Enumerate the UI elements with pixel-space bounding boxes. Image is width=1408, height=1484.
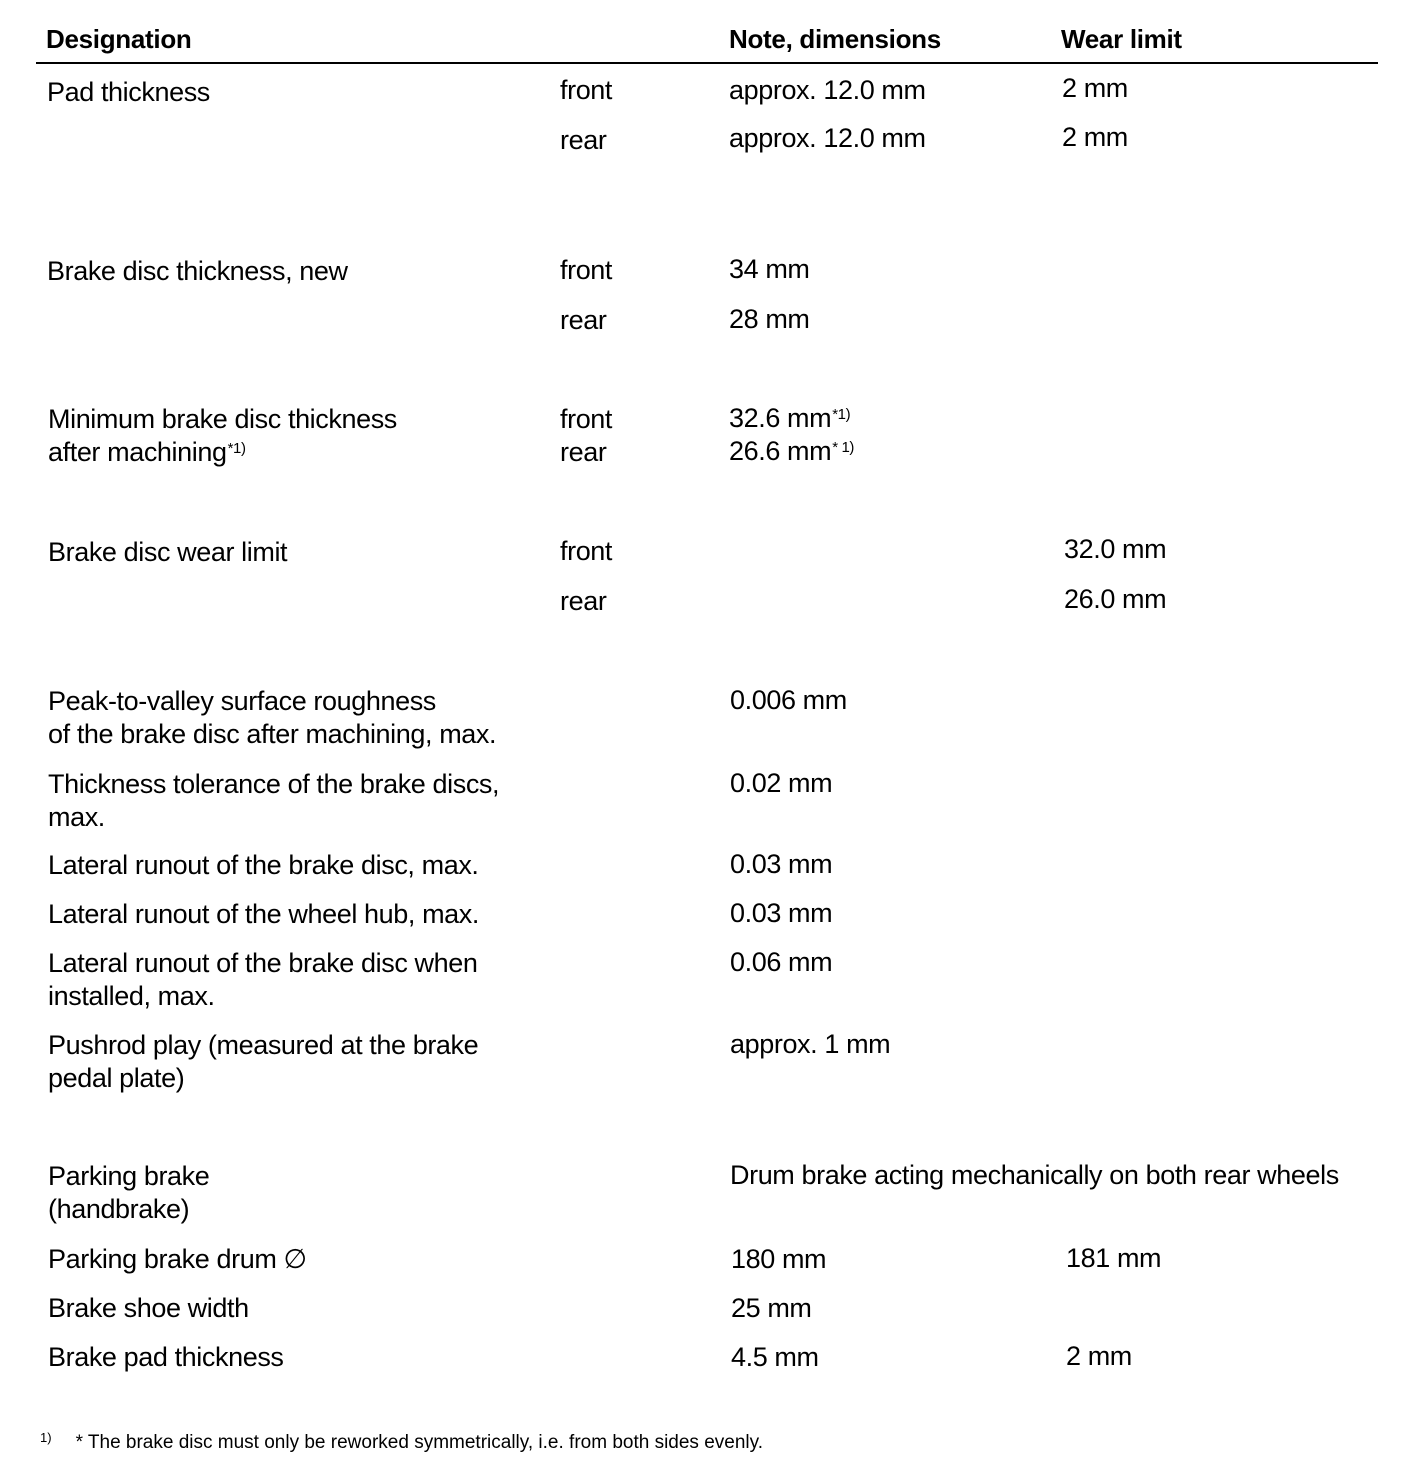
- drum-note: 180 mm: [731, 1244, 827, 1274]
- tolerance-label-line2: max.: [48, 802, 105, 832]
- disc-wear-front-wear: 32.0 mm: [1064, 534, 1167, 564]
- drum-wear: 181 mm: [1066, 1243, 1162, 1273]
- footnote-text: * The brake disc must only be reworked symmetrically, i.e. from both sides evenly.: [75, 1432, 763, 1453]
- disc-wear-rear: rear: [560, 586, 607, 616]
- brake-pad-label: Brake pad thickness: [48, 1342, 284, 1372]
- disc-new-rear-note: 28 mm: [729, 304, 810, 334]
- disc-min-rear-note: 26.6 $mm^{* 1)}$: [729, 436, 854, 466]
- disc-min-rear: rear: [560, 437, 607, 467]
- header-wear-limit: Wear limit: [1061, 24, 1182, 54]
- disc-wear-rear-wear: 26.0 mm: [1064, 584, 1167, 614]
- disc-min-rear-footnote-mark: * 1): [832, 439, 854, 456]
- pad-thickness-label: Pad thickness: [47, 77, 210, 107]
- disc-wear-front: front: [560, 536, 613, 566]
- header-designation: Designation: [46, 24, 192, 54]
- pad-thickness-front: front: [560, 75, 613, 105]
- parking-note: Drum brake acting mechanically on both rear wheels: [730, 1160, 1339, 1190]
- tolerance-note: 0.02 mm: [730, 768, 833, 798]
- runout-hub-label: Lateral runout of the wheel hub, max.: [48, 899, 479, 929]
- runout-hub-note: 0.03 mm: [730, 898, 833, 928]
- disc-min-front: front: [560, 404, 613, 434]
- disc-new-rear: rear: [560, 305, 607, 335]
- pad-thickness-front-note: approx. 12.0 mm: [729, 75, 926, 105]
- pad-thickness-rear-wear: 2 mm: [1062, 122, 1128, 152]
- disc-min-front-note: 32.6 $mm^{*1)}$: [729, 403, 851, 433]
- disc-wear-label: Brake disc wear limit: [48, 537, 288, 567]
- runout-installed-note: 0.06 mm: [730, 947, 833, 977]
- disc-min-front-footnote-mark: *1): [832, 406, 851, 423]
- disc-new-front: front: [560, 255, 613, 285]
- brake-pad-wear: 2 mm: [1066, 1341, 1132, 1371]
- pushrod-note: approx. 1 mm: [730, 1029, 891, 1059]
- parking-label-line1: Parking brake: [48, 1161, 210, 1191]
- runout-disc-note: 0.03 mm: [730, 849, 833, 879]
- runout-installed-label-line2: installed, max.: [48, 981, 215, 1011]
- pushrod-label-line2: pedal plate): [48, 1063, 185, 1093]
- disc-min-label-line2: after machining$^{*1)}$: [48, 437, 246, 467]
- brake-pad-note: 4.5 mm: [731, 1342, 819, 1372]
- disc-min-label-footnote-mark: *1): [227, 440, 246, 457]
- drum-label: Parking brake drum ∅: [48, 1244, 307, 1274]
- disc-new-label: Brake disc thickness, new: [47, 256, 348, 286]
- roughness-label-line2: of the brake disc after machining, max.: [48, 719, 497, 749]
- pad-thickness-rear-note: approx. 12.0 mm: [729, 123, 926, 153]
- pushrod-label-line1: Pushrod play (measured at the brake: [48, 1030, 479, 1060]
- pad-thickness-front-wear: 2 mm: [1062, 73, 1128, 103]
- runout-installed-label-line1: Lateral runout of the brake disc when: [48, 948, 478, 978]
- roughness-label-line1: Peak-to-valley surface roughness: [48, 686, 436, 716]
- header-note-dimensions: Note, dimensions: [729, 24, 941, 54]
- pad-thickness-rear: rear: [560, 125, 607, 155]
- disc-new-front-note: 34 mm: [729, 254, 810, 284]
- tolerance-label-line1: Thickness tolerance of the brake discs,: [48, 769, 500, 799]
- runout-disc-label: Lateral runout of the brake disc, max.: [48, 850, 479, 880]
- shoe-width-note: 25 mm: [731, 1293, 812, 1323]
- footnote: [40, 1432, 763, 1454]
- shoe-width-label: Brake shoe width: [48, 1293, 249, 1323]
- parking-label-line2: (handbrake): [48, 1194, 190, 1224]
- header-divider: [36, 62, 1378, 64]
- footnote-mark: 1): [40, 1430, 52, 1445]
- roughness-note: 0.006 mm: [730, 685, 847, 715]
- disc-min-label-line1: Minimum brake disc thickness: [48, 404, 397, 434]
